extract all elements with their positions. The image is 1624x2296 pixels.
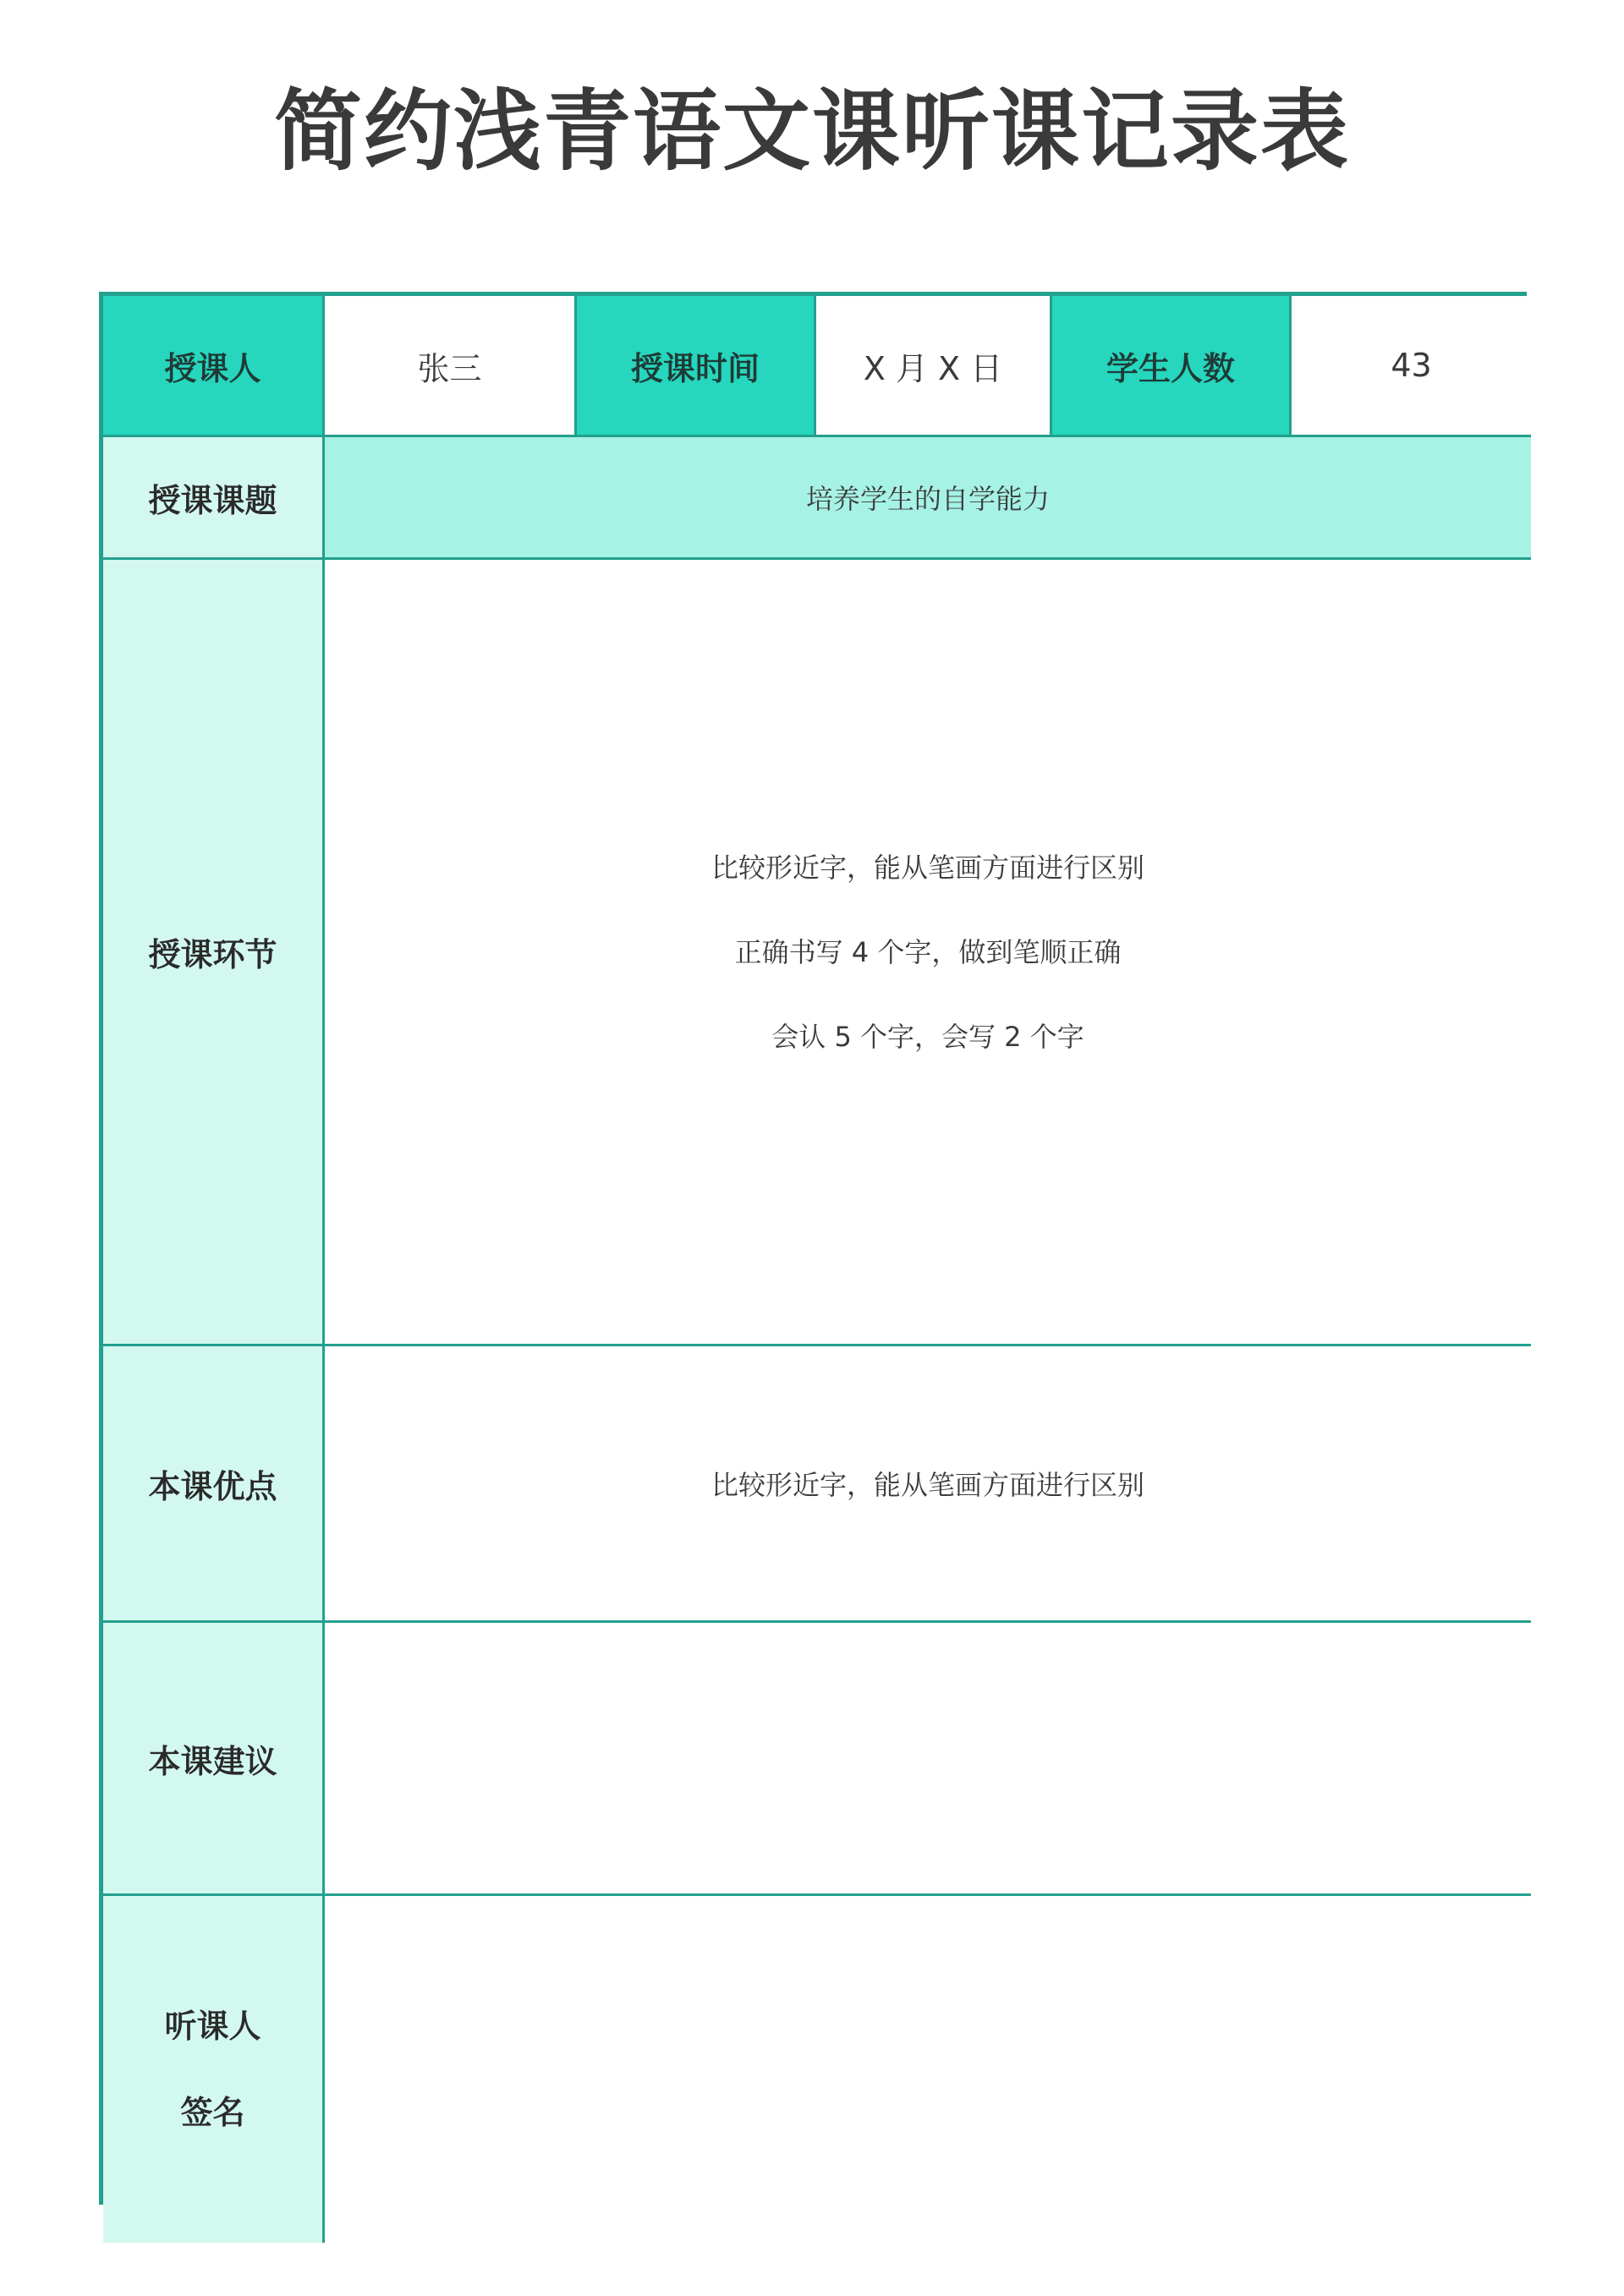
signature-label	[103, 1896, 325, 2243]
signature-value[interactable]	[325, 1896, 1531, 2243]
teacher-label: 授课人	[103, 296, 325, 437]
students-label: 学生人数	[1052, 296, 1292, 437]
time-label: 授课时间	[577, 296, 816, 437]
segment-line: 比较形近字，能从笔画方面进行区别	[710, 851, 1144, 884]
time-value[interactable]: X 月 X 日	[816, 296, 1052, 437]
signature-label-line: 签名	[180, 2094, 245, 2131]
students-value[interactable]: 43	[1292, 296, 1531, 437]
segment-line: 会认 5 个字，会写 2 个字	[771, 1020, 1084, 1053]
strengths-label: 本课优点	[103, 1346, 325, 1623]
teacher-value[interactable]: 张三	[325, 296, 577, 437]
strengths-value[interactable]: 比较形近字，能从笔画方面进行区别	[325, 1346, 1531, 1623]
record-table	[99, 292, 1527, 2205]
page-title: 简约浅青语文课听课记录表	[273, 79, 1350, 183]
suggestions-label: 本课建议	[103, 1623, 325, 1896]
suggestions-value[interactable]	[325, 1623, 1531, 1896]
segments-content[interactable]	[325, 560, 1531, 1346]
topic-label: 授课课题	[103, 437, 325, 560]
signature-label-line: 听课人	[164, 2008, 261, 2045]
topic-value[interactable]: 培养学生的自学能力	[325, 437, 1531, 560]
segment-line: 正确书写 4 个字，做到笔顺正确	[734, 935, 1122, 968]
segments-label: 授课环节	[103, 560, 325, 1346]
